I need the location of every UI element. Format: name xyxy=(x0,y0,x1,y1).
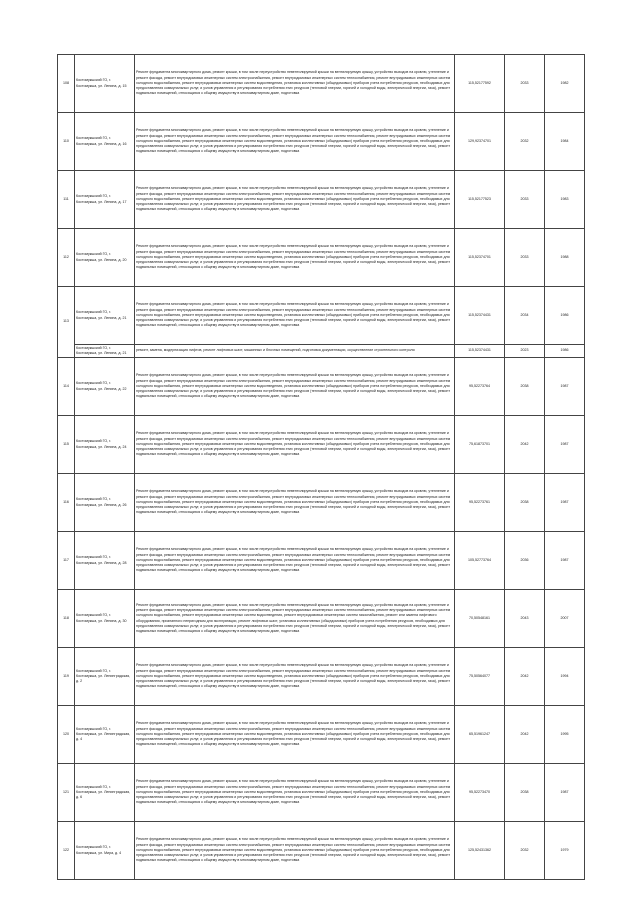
row-number-cell: 121 xyxy=(58,764,75,822)
build-year-cell: 1987 xyxy=(545,416,585,474)
work-description-cell: Ремонт фундамента многоквартирного дома, ремонт крыши, в том числе переустройство невентилируемой крыши на вентилируемую крышу, устройство выходов на кровлю, утепление и ремонт фасада, ремонт внутридомовых инженерных систем электроснабжения, ремонт внутридомовых инженерных систем теплоснабжения, ремонт внутридомовых инженерных систем холодного водоснабжения, ремонт внутридомовых инженерных систем водоотведения, установка коллективных (общедомовых) приборов учета потребления ресурсов, необходимых для предоставления коммунальных услуг, и узлов управления и регулирования потребления этих ресурсов (тепловой энергии, горячей и холодной воды, электрической энергии, газа), ремонт подвальных помещений, относящихся к общему имуществу в многоквартирном доме, подготовка xyxy=(135,171,455,229)
build-year-cell: 1986 xyxy=(545,345,585,358)
table-row xyxy=(58,416,585,474)
cost-cell: 95,52273764 xyxy=(455,358,505,416)
work-description-cell: Ремонт фундамента многоквартирного дома, ремонт крыши, в том числе переустройство невентилируемой крыши на вентилируемую крышу, устройство выходов на кровлю, утепление и ремонт фасада, ремонт внутридомовых инженерных систем электроснабжения, ремонт внутридомовых инженерных систем теплоснабжения, ремонт внутридомовых инженерных систем холодного водоснабжения, ремонт внутридомовых инженерных систем водоотведения, установка коллективных (общедомовых) приборов учета потребления ресурсов, необходимых для предоставления коммунальных услуг, и узлов управления и регулирования потребления этих ресурсов (тепловой энергии, горячей и холодной воды, электрической энергии, газа), ремонт подвальных помещений, относящихся к общему имуществу в многоквартирном доме, подготовка xyxy=(135,113,455,171)
row-number-cell: 114 xyxy=(58,358,75,416)
cost-cell: 105,52773764 xyxy=(455,532,505,590)
row-number-cell: 118 xyxy=(58,590,75,648)
planned-year-cell: 2042 xyxy=(505,648,545,706)
build-year-cell: 1994 xyxy=(545,648,585,706)
work-description-cell: Ремонт фундамента многоквартирного дома, ремонт крыши, в том числе переустройство невентилируемой крыши на вентилируемую крышу, устройство выходов на кровлю, утепление и ремонт фасада, ремонт внутридомовых инженерных систем электроснабжения, ремонт внутридомовых инженерных систем теплоснабжения, ремонт внутридомовых инженерных систем холодного водоснабжения, ремонт внутридомовых инженерных систем водоотведения, установка коллективных (общедомовых) приборов учета потребления ресурсов, необходимых для предоставления коммунальных услуг, и узлов управления и регулирования потребления этих ресурсов (тепловой энергии, горячей и холодной воды, электрической энергии, газа), ремонт подвальных помещений, относящихся к общему имуществу в многоквартирном доме, подготовка xyxy=(135,532,455,590)
work-description-cell: Ремонт фундамента многоквартирного дома, ремонт крыши, в том числе переустройство невентилируемой крыши на вентилируемую крышу, устройство выходов на кровлю, утепление и ремонт фасада, ремонт внутридомовых инженерных систем электроснабжения, ремонт внутридомовых инженерных систем теплоснабжения, ремонт внутридомовых инженерных систем холодного водоснабжения, ремонт внутридомовых инженерных систем водоотведения, установка коллективных (общедомовых) приборов учета потребления ресурсов, необходимых для предоставления коммунальных услуг, и узлов управления и регулирования потребления этих ресурсов (тепловой энергии, горячей и холодной воды, электрической энергии, газа), ремонт подвальных помещений, относящихся к общему имуществу в многоквартирном доме, подготовка xyxy=(135,55,455,113)
table-row xyxy=(58,822,585,880)
planned-year-cell: 2034 xyxy=(505,287,545,345)
cost-cell: 125,52431362 xyxy=(455,822,505,880)
build-year-cell: 2007 xyxy=(545,590,585,648)
address-cell: Костомукшский ГО, г. Костомукша, ул. Ленина, д. 21 xyxy=(75,345,135,358)
table-row xyxy=(58,706,585,764)
planned-year-cell: 2033 xyxy=(505,55,545,113)
table-row xyxy=(58,345,585,358)
work-description-cell: ремонт, замена, модернизация лифтов, ремонт лифтовых шахт, машинных и блочных помещений, подготовка документации, осуществление строительного контроля xyxy=(135,345,455,358)
table-row xyxy=(58,358,585,416)
address-cell: Костомукшский ГО, г. Костомукша, ул. Ленина, д. 28 xyxy=(75,532,135,590)
address-cell: Костомукшский ГО, г. Костомукша, ул. Ленинградская, д. 4 xyxy=(75,706,135,764)
address-cell: Костомукшский ГО, г. Костомукша, ул. Мира, д. 4 xyxy=(75,822,135,880)
build-year-cell: 1984 xyxy=(545,113,585,171)
table-row xyxy=(58,532,585,590)
cost-cell: 95,52273761 xyxy=(455,474,505,532)
build-year-cell: 1987 xyxy=(545,532,585,590)
capital-repair-table xyxy=(57,54,585,880)
cost-cell: 115,52177523 xyxy=(455,171,505,229)
cost-cell: 115,52177592 xyxy=(455,55,505,113)
address-cell: Костомукшский ГО, г. Костомукша, ул. Ленина, д. 16 xyxy=(75,113,135,171)
address-cell: Костомукшский ГО, г. Костомукша, ул. Ленина, д. 24 xyxy=(75,416,135,474)
build-year-cell: 1987 xyxy=(545,474,585,532)
build-year-cell: 1987 xyxy=(545,358,585,416)
planned-year-cell: 2042 xyxy=(505,416,545,474)
planned-year-cell: 2038 xyxy=(505,358,545,416)
work-description-cell: Ремонт фундамента многоквартирного дома, ремонт крыши, в том числе переустройство невентилируемой крыши на вентилируемую крышу, устройство выходов на кровлю, утепление и ремонт фасада, ремонт внутридомовых инженерных систем электроснабжения, ремонт внутридомовых инженерных систем теплоснабжения, ремонт внутридомовых инженерных систем холодного водоснабжения, ремонт внутридомовых инженерных систем водоотведения, установка коллективных (общедомовых) приборов учета потребления ресурсов, необходимых для предоставления коммунальных услуг, и узлов управления и регулирования потребления этих ресурсов (тепловой энергии, горячей и холодной воды, электрической энергии, газа), ремонт подвальных помещений, относящихся к общему имуществу в многоквартирном доме, подготовка xyxy=(135,287,455,345)
table-row xyxy=(58,287,585,345)
row-number-cell: 122 xyxy=(58,822,75,880)
cost-cell: 129,92374701 xyxy=(455,113,505,171)
planned-year-cell: 2043 xyxy=(505,590,545,648)
build-year-cell: 1995 xyxy=(545,706,585,764)
cost-cell: 95,52273470 xyxy=(455,764,505,822)
row-number-cell: 116 xyxy=(58,474,75,532)
table-row xyxy=(58,648,585,706)
table-body xyxy=(58,55,585,880)
row-number-cell: 115 xyxy=(58,416,75,474)
row-number-cell: 117 xyxy=(58,532,75,590)
table-row xyxy=(58,590,585,648)
planned-year-cell: 2032 xyxy=(505,822,545,880)
table-row xyxy=(58,55,585,113)
work-description-cell: Ремонт фундамента многоквартирного дома, ремонт крыши, в том числе переустройство невентилируемой крыши на вентилируемую крышу, устройство выходов на кровлю, утепление и ремонт фасада, ремонт внутридомовых инженерных систем электроснабжения, ремонт внутридомовых инженерных систем теплоснабжения, ремонт внутридомовых инженерных систем холодного водоснабжения, ремонт внутридомовых инженерных систем водоотведения, установка коллективных (общедомовых) приборов учета потребления ресурсов, необходимых для предоставления коммунальных услуг, и узлов управления и регулирования потребления этих ресурсов (тепловой энергии, горячей и холодной воды, электрической энергии, газа), ремонт подвальных помещений, относящихся к общему имуществу в многоквартирном доме, подготовка xyxy=(135,229,455,287)
cost-cell: 115,52374431 xyxy=(455,287,505,345)
work-description-cell: Ремонт фундамента многоквартирного дома, ремонт крыши, в том числе переустройство невентилируемой крыши на вентилируемую крышу, устройство выходов на кровлю, утепление и ремонт фасада, ремонт внутридомовых инженерных систем электроснабжения, ремонт внутридомовых инженерных систем теплоснабжения, ремонт внутридомовых инженерных систем холодного водоснабжения, ремонт внутридомовых инженерных систем водоотведения, установка коллективных (общедомовых) приборов учета потребления ресурсов, необходимых для предоставления коммунальных услуг, и узлов управления и регулирования потребления этих ресурсов (тепловой энергии, горячей и холодной воды, электрической энергии, газа), ремонт подвальных помещений, относящихся к общему имуществу в многоквартирном доме, подготовка xyxy=(135,474,455,532)
table-row xyxy=(58,171,585,229)
row-number-cell: 110 xyxy=(58,113,75,171)
work-description-cell: Ремонт фундамента многоквартирного дома, ремонт крыши, в том числе переустройство невентилируемой крыши на вентилируемую крышу, устройство выходов на кровлю, утепление и ремонт фасада, ремонт внутридомовых инженерных систем электроснабжения, ремонт внутридомовых инженерных систем теплоснабжения, ремонт внутридомовых инженерных систем холодного водоснабжения, ремонт внутридомовых инженерных систем водоотведения, установка коллективных (общедомовых) приборов учета потребления ресурсов, необходимых для предоставления коммунальных услуг, и узлов управления и регулирования потребления этих ресурсов (тепловой энергии, горячей и холодной воды, электрической энергии, газа), ремонт подвальных помещений, относящихся к общему имуществу в многоквартирном доме, подготовка xyxy=(135,648,455,706)
address-cell: Костомукшский ГО, г. Костомукша, ул. Ленина, д. 17 xyxy=(75,171,135,229)
cost-cell: 70,50548161 xyxy=(455,590,505,648)
cost-cell: 75,50564077 xyxy=(455,648,505,706)
table-row xyxy=(58,113,585,171)
cost-cell: 115,52374701 xyxy=(455,229,505,287)
work-description-cell: Ремонт фундамента многоквартирного дома, ремонт крыши, в том числе переустройство невентилируемой крыши на вентилируемую крышу, устройство выходов на кровлю, утепление и ремонт фасада, ремонт внутридомовых инженерных систем электроснабжения, ремонт внутридомовых инженерных систем теплоснабжения, ремонт внутридомовых инженерных систем холодного водоснабжения, ремонт внутридомовых инженерных систем водоотведения, установка коллективных (общедомовых) приборов учета потребления ресурсов, необходимых для предоставления коммунальных услуг, и узлов управления и регулирования потребления этих ресурсов (тепловой энергии, горячей и холодной воды, электрической энергии, газа), ремонт подвальных помещений, относящихся к общему имуществу в многоквартирном доме, подготовка xyxy=(135,706,455,764)
planned-year-cell: 2038 xyxy=(505,474,545,532)
address-cell: Костомукшский ГО, г. Костомукша, ул. Ленина, д. 22 xyxy=(75,358,135,416)
row-number-cell: 108 xyxy=(58,55,75,113)
address-cell: Костомукшский ГО, г. Костомукша, ул. Ленина, д. 26 xyxy=(75,474,135,532)
address-cell: Костомукшский ГО, г. Костомукша, ул. Ленина, д. 15 xyxy=(75,55,135,113)
address-cell: Костомукшский ГО, г. Костомукша, ул. Ленинградская, д. 6 xyxy=(75,764,135,822)
planned-year-cell: 2038 xyxy=(505,764,545,822)
build-year-cell: 1982 xyxy=(545,55,585,113)
build-year-cell: 1986 xyxy=(545,287,585,345)
planned-year-cell: 2033 xyxy=(505,229,545,287)
document-page xyxy=(57,54,584,880)
build-year-cell: 1979 xyxy=(545,822,585,880)
row-number-cell: 119 xyxy=(58,648,75,706)
table-row xyxy=(58,474,585,532)
row-number-cell: 120 xyxy=(58,706,75,764)
cost-cell: 65,51961247 xyxy=(455,706,505,764)
row-number-cell: 112 xyxy=(58,229,75,287)
build-year-cell: 1983 xyxy=(545,171,585,229)
work-description-cell: Ремонт фундамента многоквартирного дома, ремонт крыши, в том числе переустройство невентилируемой крыши на вентилируемую крышу, устройство выходов на кровлю, утепление и ремонт фасада, ремонт внутридомовых инженерных систем электроснабжения, ремонт внутридомовых инженерных систем теплоснабжения, ремонт внутридомовых инженерных систем холодного водоснабжения, ремонт внутридомовых инженерных систем водоотведения, ремонт внутридомовых инженерных систем газоснабжения, ремонт или замена лифтового оборудования, признанного непригодным для эксплуатации, ремонт лифтовых шахт, установка коллективных (общедомовых) приборов учета потребления ресурсов, необходимых для предоставления коммунальных услуг, и узлов управления и регулирования потребления этих ресурсов (тепловой энергии, горячей и холодной воды, электрической энергии, газа), ремонт подвальных помещений, относящихся к общему имуществу в многоквартирном доме, подготовка xyxy=(135,590,455,648)
planned-year-cell: 2023 xyxy=(505,345,545,358)
address-cell: Костомукшский ГО, г. Костомукша, ул. Ленина, д. 30 xyxy=(75,590,135,648)
planned-year-cell: 2032 xyxy=(505,113,545,171)
cost-cell: 115,52374431 xyxy=(455,345,505,358)
address-cell: Костомукшский ГО, г. Костомукша, ул. Ленинградская, д. 2 xyxy=(75,648,135,706)
work-description-cell: Ремонт фундамента многоквартирного дома, ремонт крыши, в том числе переустройство невентилируемой крыши на вентилируемую крышу, устройство выходов на кровлю, утепление и ремонт фасада, ремонт внутридомовых инженерных систем электроснабжения, ремонт внутридомовых инженерных систем теплоснабжения, ремонт внутридомовых инженерных систем холодного водоснабжения, ремонт внутридомовых инженерных систем водоотведения, установка коллективных (общедомовых) приборов учета потребления ресурсов, необходимых для предоставления коммунальных услуг, и узлов управления и регулирования потребления этих ресурсов (тепловой энергии, горячей и холодной воды, электрической энергии, газа), ремонт подвальных помещений, относящихся к общему имуществу в многоквартирном доме, подготовка xyxy=(135,764,455,822)
cost-cell: 75,61873701 xyxy=(455,416,505,474)
work-description-cell: Ремонт фундамента многоквартирного дома, ремонт крыши, в том числе переустройство невентилируемой крыши на вентилируемую крышу, устройство выходов на кровлю, утепление и ремонт фасада, ремонт внутридомовых инженерных систем электроснабжения, ремонт внутридомовых инженерных систем теплоснабжения, ремонт внутридомовых инженерных систем холодного водоснабжения, ремонт внутридомовых инженерных систем водоотведения, установка коллективных (общедомовых) приборов учета потребления ресурсов, необходимых для предоставления коммунальных услуг, и узлов управления и регулирования потребления этих ресурсов (тепловой энергии, горячей и холодной воды, электрической энергии, газа), ремонт подвальных помещений, относящихся к общему имуществу в многоквартирном доме, подготовка xyxy=(135,822,455,880)
planned-year-cell: 2033 xyxy=(505,171,545,229)
planned-year-cell: 2036 xyxy=(505,532,545,590)
work-description-cell: Ремонт фундамента многоквартирного дома, ремонт крыши, в том числе переустройство невентилируемой крыши на вентилируемую крышу, устройство выходов на кровлю, утепление и ремонт фасада, ремонт внутридомовых инженерных систем электроснабжения, ремонт внутридомовых инженерных систем теплоснабжения, ремонт внутридомовых инженерных систем холодного водоснабжения, ремонт внутридомовых инженерных систем водоотведения, установка коллективных (общедомовых) приборов учета потребления ресурсов, необходимых для предоставления коммунальных услуг, и узлов управления и регулирования потребления этих ресурсов (тепловой энергии, горячей и холодной воды, электрической энергии, газа), ремонт подвальных помещений, относящихся к общему имуществу в многоквартирном доме, подготовка xyxy=(135,358,455,416)
table-row xyxy=(58,764,585,822)
row-number-cell: 113 xyxy=(58,287,75,358)
build-year-cell: 1988 xyxy=(545,229,585,287)
address-cell: Костомукшский ГО, г. Костомукша, ул. Ленина, д. 20 xyxy=(75,229,135,287)
table-row xyxy=(58,229,585,287)
work-description-cell: Ремонт фундамента многоквартирного дома, ремонт крыши, в том числе переустройство невентилируемой крыши на вентилируемую крышу, устройство выходов на кровлю, утепление и ремонт фасада, ремонт внутридомовых инженерных систем электроснабжения, ремонт внутридомовых инженерных систем теплоснабжения, ремонт внутридомовых инженерных систем холодного водоснабжения, ремонт внутридомовых инженерных систем водоотведения, установка коллективных (общедомовых) приборов учета потребления ресурсов, необходимых для предоставления коммунальных услуг, и узлов управления и регулирования потребления этих ресурсов (тепловой энергии, горячей и холодной воды, электрической энергии, газа), ремонт подвальных помещений, относящихся к общему имуществу в многоквартирном доме, подготовка xyxy=(135,416,455,474)
build-year-cell: 1987 xyxy=(545,764,585,822)
address-cell: Костомукшский ГО, г. Костомукша, ул. Ленина, д. 21 xyxy=(75,287,135,345)
planned-year-cell: 2042 xyxy=(505,706,545,764)
row-number-cell: 111 xyxy=(58,171,75,229)
